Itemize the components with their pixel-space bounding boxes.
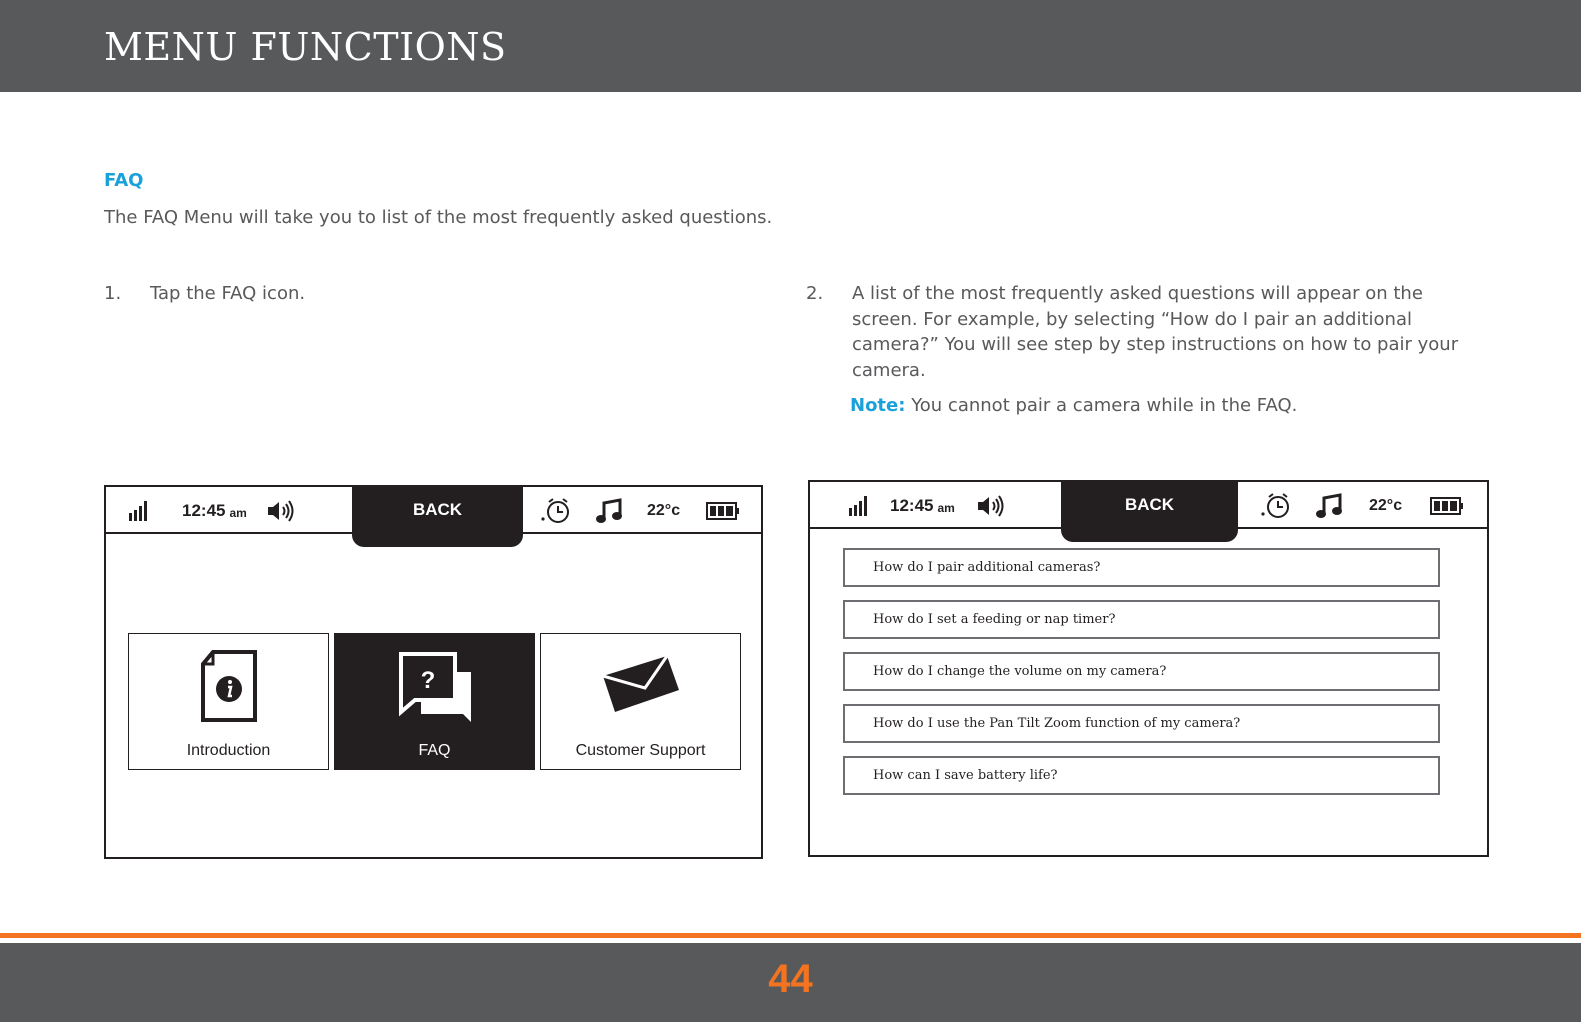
music-note-icon[interactable] [1315, 482, 1343, 529]
note [850, 395, 1297, 416]
faq-question-item[interactable]: How can I save battery life? [843, 756, 1440, 795]
signal-icon [848, 482, 870, 529]
time-value: 12:45 [890, 495, 934, 515]
faq-question-item[interactable]: How do I set a feeding or nap timer? [843, 600, 1440, 639]
page-header [0, 0, 1581, 92]
battery-icon [1430, 482, 1464, 529]
tile-customer-support[interactable] [540, 633, 741, 770]
temperature-readout: 22°c [647, 501, 681, 519]
time-value: 12:45 [182, 500, 226, 520]
faq-question-item[interactable]: How do I use the Pan Tilt Zoom function of my camera? [843, 704, 1440, 743]
step-text: A list of the most frequently asked questions will appear on the screen. For example, by selecting “How do I pair an additional camera?” You will see step by step instructions on how to pair your camera. [852, 283, 1459, 381]
time-ampm: am [937, 500, 955, 515]
alarm-clock-icon[interactable] [540, 487, 572, 534]
page-title: MENU FUNCTIONS [104, 25, 507, 69]
alarm-clock-icon[interactable] [1260, 482, 1292, 529]
back-button[interactable]: BACK [352, 485, 523, 547]
tile-label: Customer Support [575, 742, 706, 759]
step-number: 1. [104, 283, 122, 304]
envelope-icon [541, 650, 740, 728]
back-button[interactable]: BACK [1061, 480, 1238, 542]
tile-introduction[interactable] [128, 633, 329, 770]
step-number: 2. [806, 283, 824, 304]
note-text: You cannot pair a camera while in the FAQ. [911, 395, 1298, 416]
volume-icon[interactable] [976, 482, 1006, 529]
temperature-readout: 22°c [1369, 496, 1403, 514]
tile-label: FAQ [418, 742, 451, 759]
music-note-icon[interactable] [595, 487, 623, 534]
clock-time [890, 482, 955, 529]
footer-accent-rule [0, 933, 1581, 938]
signal-icon [128, 487, 150, 534]
device-screen-menu [104, 485, 763, 859]
volume-icon[interactable] [266, 487, 296, 534]
tile-label: Introduction [186, 742, 271, 759]
section-title: FAQ [104, 170, 144, 191]
page-number: 44 [768, 957, 813, 1001]
faq-chat-icon [335, 650, 534, 728]
status-bar [810, 482, 1487, 529]
time-ampm: am [229, 505, 247, 520]
svg-text:?: ? [420, 667, 435, 694]
clock-time [182, 487, 247, 534]
device-screen-faq-list [808, 480, 1489, 857]
battery-icon [706, 487, 740, 534]
info-document-icon [129, 650, 328, 728]
faq-question-item[interactable]: How do I pair additional cameras? [843, 548, 1440, 587]
page-footer [0, 943, 1581, 1022]
step-text: Tap the FAQ icon. [150, 283, 306, 304]
tile-faq[interactable] [334, 633, 535, 770]
section-intro: The FAQ Menu will take you to list of the most frequently asked questions. [104, 207, 773, 228]
note-label: Note: [850, 395, 906, 416]
faq-question-item[interactable]: How do I change the volume on my camera? [843, 652, 1440, 691]
status-bar [106, 487, 761, 534]
